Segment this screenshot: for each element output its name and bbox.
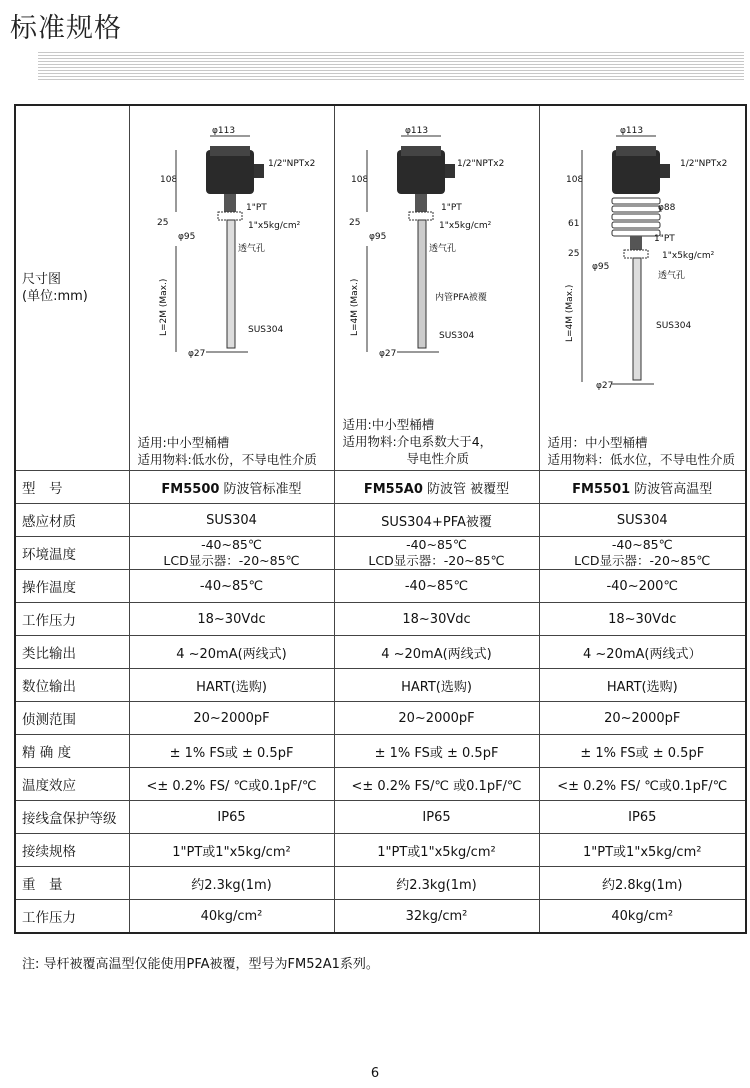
row-value: -40~200℃ [539, 570, 746, 603]
diagram-cell-fm5501 [539, 105, 746, 471]
dim-25: 25 [156, 218, 168, 228]
title-stripes [38, 52, 744, 80]
model-cell [334, 471, 539, 504]
row-value: 4 ~20mA(两线式) [334, 636, 539, 669]
spec-row [15, 669, 746, 702]
row-label: 环境温度 [15, 537, 129, 570]
spec-table [14, 104, 747, 934]
row-label: 数位输出 [15, 669, 129, 702]
application-note [548, 434, 736, 468]
dim-d-top: φ113 [404, 126, 428, 136]
row-label: 操作温度 [15, 570, 129, 603]
dim-vent: 透气孔 [657, 271, 685, 281]
dim-length: L=4M (Max.) [564, 284, 575, 342]
dim-108: 108 [350, 175, 368, 185]
row-label: 感应材质 [15, 504, 129, 537]
application-line: 适用物料：低水位，不导电性介质 [547, 452, 736, 467]
dim-d-top: φ113 [619, 126, 643, 136]
row-value: 40kg/cm² [539, 900, 746, 934]
dim-pressure: 1"x5kg/cm² [661, 251, 714, 261]
spec-row [15, 504, 746, 537]
dim-108: 108 [565, 175, 583, 185]
row-value: 1"PT或1"x5kg/cm² [129, 834, 334, 867]
diagram-cell-fm5500 [129, 105, 334, 471]
dim-nptx: 1/2"NPTx2 [267, 159, 315, 169]
row-label: 接线盒保护等级 [15, 801, 129, 834]
dim-d-top: φ113 [211, 126, 235, 136]
row-value: SUS304+PFA被覆 [334, 504, 539, 537]
spec-row [15, 570, 746, 603]
row-value: HART(选购) [334, 669, 539, 702]
spec-row [15, 900, 746, 934]
row-value: 4 ~20mA(两线式） [539, 636, 746, 669]
dim-pressure: 1"x5kg/cm² [247, 221, 300, 231]
dim-vent: 透气孔 [428, 244, 456, 254]
spec-row [15, 867, 746, 900]
row-value: ± 1% FS或 ± 0.5pF [334, 735, 539, 768]
dim-d95: φ95 [591, 262, 609, 272]
row-value [539, 537, 746, 570]
row-value: 1"PT或1"x5kg/cm² [334, 834, 539, 867]
row-value: 4 ~20mA(两线式) [129, 636, 334, 669]
row-label: 重 量 [15, 867, 129, 900]
row-value-line: -40~85℃ [201, 537, 262, 552]
spec-row [15, 702, 746, 735]
dim-vent: 透气孔 [237, 244, 265, 254]
dim-sus: SUS304 [438, 331, 474, 341]
page-number: 6 [370, 1066, 380, 1081]
row-value: 约2.3kg(1m) [129, 867, 334, 900]
model-code: FM5501 [572, 481, 631, 497]
row-value-line: -40~85℃ [406, 537, 467, 552]
row-value: 约2.3kg(1m) [334, 867, 539, 900]
row-value: <± 0.2% FS/ ℃或0.1pF/℃ [539, 768, 746, 801]
row-value: -40~85℃ [129, 570, 334, 603]
row-value: <± 0.2% FS/ ℃或0.1pF/℃ [129, 768, 334, 801]
row-label: 温度效应 [15, 768, 129, 801]
row-label: 类比输出 [15, 636, 129, 669]
dim-nptx: 1/2"NPTx2 [456, 159, 504, 169]
row-value: -40~85℃ [334, 570, 539, 603]
row-value: IP65 [334, 801, 539, 834]
application-note [343, 416, 493, 467]
dimension-label-line1: 尺寸图 [22, 272, 62, 287]
row-value: SUS304 [129, 504, 334, 537]
spec-row [15, 801, 746, 834]
dim-d27: φ27 [378, 349, 396, 359]
row-value: 20~2000pF [539, 702, 746, 735]
spec-rows [15, 504, 746, 934]
dimension-label [15, 105, 129, 471]
row-label: 型 号 [15, 471, 129, 504]
row-value: 18~30Vdc [539, 603, 746, 636]
application-line: 适用：中小型桶槽 [547, 435, 648, 450]
row-value: 40kg/cm² [129, 900, 334, 934]
spec-row [15, 768, 746, 801]
row-value: 18~30Vdc [129, 603, 334, 636]
row-label: 精 确 度 [15, 735, 129, 768]
dim-length: L=4M (Max.) [349, 278, 360, 336]
dim-108: 108 [159, 175, 177, 185]
dim-pfa: 内管PFA被覆 [434, 293, 487, 303]
row-value: 32kg/cm² [334, 900, 539, 934]
row-value: 1"PT或1"x5kg/cm² [539, 834, 746, 867]
row-value: 约2.8kg(1m) [539, 867, 746, 900]
dim-pt: 1"PT [440, 203, 462, 213]
application-line: 导电性介质 [406, 451, 470, 466]
row-value [334, 537, 539, 570]
dim-sus: SUS304 [655, 321, 691, 331]
row-value: SUS304 [539, 504, 746, 537]
spec-row [15, 537, 746, 570]
row-value-line: LCD显示器：-20~85℃ [574, 553, 711, 568]
dim-d27: φ27 [187, 349, 205, 359]
page-title: 标准规格 [10, 13, 122, 44]
dim-61: 61 [567, 219, 579, 229]
footnote: 注: 导杆被覆高温型仅能使用PFA被覆，型号为FM52A1系列。 [22, 957, 379, 972]
model-desc: 防波管 被覆型 [422, 481, 510, 497]
model-row [15, 471, 746, 504]
dim-nptx: 1/2"NPTx2 [679, 159, 727, 169]
diagram-fm5501 [540, 106, 747, 470]
row-label: 侦测范围 [15, 702, 129, 735]
dimension-label-line2: (单位:mm) [22, 289, 88, 304]
application-line: 适用:中小型桶槽 [342, 417, 435, 432]
dim-d27: φ27 [595, 381, 613, 391]
dim-pt: 1"PT [653, 234, 675, 244]
dim-25: 25 [348, 218, 360, 228]
row-value: 20~2000pF [129, 702, 334, 735]
application-line: 适用:中小型桶槽 [137, 435, 230, 450]
dim-sus: SUS304 [247, 325, 283, 335]
spec-row [15, 735, 746, 768]
row-value: HART(选购) [539, 669, 746, 702]
row-value: ± 1% FS或 ± 0.5pF [129, 735, 334, 768]
row-value: ± 1% FS或 ± 0.5pF [539, 735, 746, 768]
diagram-fm5500 [130, 106, 335, 470]
model-code: FM55A0 [363, 481, 423, 497]
row-value [129, 537, 334, 570]
application-line: 适用物料:低水份，不导电性介质 [137, 452, 317, 467]
diagram-cell-fm55a0 [334, 105, 539, 471]
dimension-row [15, 105, 746, 471]
dim-d95: φ95 [177, 232, 195, 242]
dim-25: 25 [567, 249, 579, 259]
dim-d95: φ95 [368, 232, 386, 242]
spec-row [15, 834, 746, 867]
model-code: FM5500 [161, 481, 220, 497]
model-cell [539, 471, 746, 504]
model-desc: 防波管高温型 [630, 481, 713, 497]
dim-pressure: 1"x5kg/cm² [438, 221, 491, 231]
row-value-line: LCD显示器：-20~85℃ [163, 553, 300, 568]
row-value: IP65 [539, 801, 746, 834]
application-note [138, 434, 317, 468]
row-value: 20~2000pF [334, 702, 539, 735]
dim-pt: 1"PT [245, 203, 267, 213]
row-value: IP65 [129, 801, 334, 834]
spec-row [15, 636, 746, 669]
row-value-line: -40~85℃ [611, 537, 673, 552]
row-value: <± 0.2% FS/℃ 或0.1pF/℃ [334, 768, 539, 801]
row-label: 工作压力 [15, 603, 129, 636]
row-value: HART(选购) [129, 669, 334, 702]
model-desc: 防波管标准型 [219, 481, 302, 497]
row-value-line: LCD显示器：-20~85℃ [368, 553, 505, 568]
spec-row [15, 603, 746, 636]
application-line: 适用物料:介电系数大于4， [342, 434, 493, 449]
model-cell [129, 471, 334, 504]
dim-d88: φ88 [657, 203, 675, 213]
dim-length: L=2M (Max.) [158, 278, 169, 336]
row-value: 18~30Vdc [334, 603, 539, 636]
row-label: 工作压力 [15, 900, 129, 934]
row-label: 接续规格 [15, 834, 129, 867]
